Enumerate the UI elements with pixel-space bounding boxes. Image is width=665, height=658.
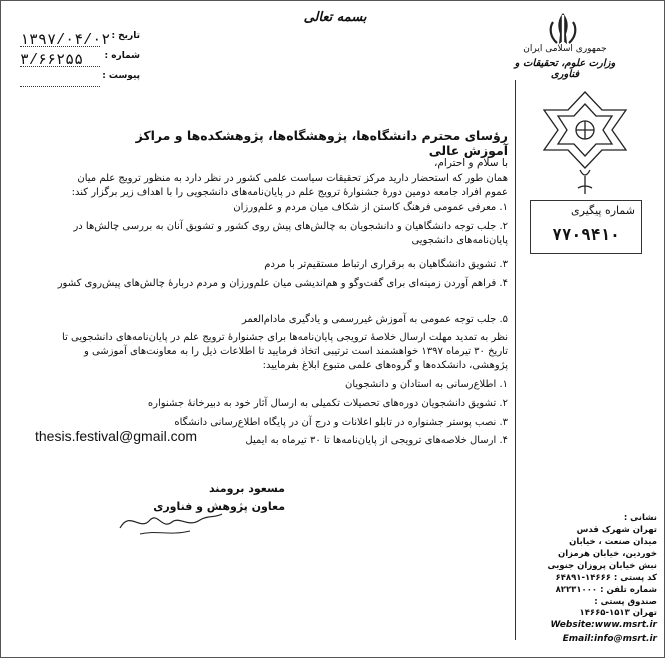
margin-divider	[515, 80, 516, 640]
action-item: ۱. اطلاع‌رسانی به استادان و دانشجویان	[345, 379, 508, 390]
address-line: خوردین، خیابان هرمزان	[557, 549, 657, 559]
signer-title: معاون پژوهش و فناوری	[153, 500, 285, 513]
date-value: ۱۳۹۷/۰۴/۰۲	[20, 32, 111, 49]
goal-item: ۳. تشویق دانشگاهیان به برقراری ارتباط مستقیم‌تر با مردم	[264, 259, 508, 270]
po-box: تهران ۱۵۱۳-۱۴۶۶۵	[579, 608, 657, 618]
bismillah-heading: بسمه تعالی	[303, 10, 367, 25]
tracking-box	[530, 200, 642, 254]
action-item: ۲. تشویق دانشجویان دوره‌های تحصیلات تکمیلی به ارسال آثار خود به دبیرخانهٔ جشنواره	[147, 398, 508, 409]
postal-code: کد پستی : ۱۴۶۶۶-۶۴۸۹۱	[555, 573, 657, 583]
signer-name: مسعود برومند	[208, 482, 285, 495]
attachment-row	[20, 70, 140, 86]
ornament-icon	[540, 88, 630, 198]
action-item: ۳. نصب پوستر جشنواره در تابلو اعلانات و درج آن در پایگاه اطلاع‌رسانی دانشگاه	[174, 417, 508, 428]
ministry-title: وزارت علوم، تحقیقات و فناوری	[514, 58, 616, 80]
goal-item: ۴. فراهم آوردن زمینه‌ای برای گفت‌وگو و هم‌اندیشی میان علم‌ورزان و مردم دربارهٔ چالش‌های پیش‌روی کشور	[57, 278, 508, 289]
address-line: نبش خیابان پروزان جنوبی	[547, 561, 657, 571]
intro-paragraph: همان طور که استحضار دارید مرکز تحقیقات سیاست علمی کشور در نظر دارد به منظور ترویج علم میان عموم افراد جامعه دومین دورهٔ جشنوارهٔ ترویج علم در پایان‌نامه‌های دانشجویی را با اهداف زیر برگزار کند:	[71, 173, 508, 199]
tracking-number: ۷۷۰۹۴۱۰	[552, 225, 620, 244]
number-row	[20, 50, 140, 69]
republic-title: جمهوری اسلامی ایران	[523, 44, 607, 54]
greeting: با سلام و احترام،	[434, 157, 508, 169]
festival-email-link[interactable]: thesis.festival@gmail.com	[35, 428, 198, 444]
handwritten-signature	[110, 500, 230, 540]
date-row	[20, 30, 140, 49]
goal-item: ۱. معرفی عمومی فرهنگ کاستن از شکاف میان مردم و علم‌ورزان	[233, 202, 508, 213]
tracking-label: شماره پیگیری	[571, 204, 635, 217]
iran-emblem-icon	[545, 10, 581, 48]
email-link[interactable]: Email:info@msrt.ir	[562, 634, 657, 644]
phone-number: شماره تلفن : ۸۲۲۳۱۰۰۰	[555, 585, 657, 595]
action-item: ۴. ارسال خلاصه‌های ترویجی از پایان‌نامه‌ها تا ۳۰ تیرماه به ایمیل	[245, 435, 508, 446]
number-label: شماره :	[104, 51, 140, 61]
address-label: نشانی :	[623, 513, 657, 523]
goal-item: ۲. جلب توجه دانشگاهیان و دانشجویان به چالش‌های پیش روی کشور و تشویق آنان به بررسی چالش‌ها در پایان‌نامه‌های دانشجویی	[73, 221, 508, 247]
request-paragraph: نظر به تمدید مهلت ارسال خلاصهٔ ترویجی پایان‌نامه‌ها برای جشنوارهٔ ترویج علم در پایان‌نامه‌های دانشجویی تا تاریخ ۳۰ تیرماه ۱۳۹۷ خواهشمند است ترتیبی اتخاذ فرمایید تا اطلاعات ذیل را به معاونت‌های آموزشی و پژوهشی، دانشکده‌ها و گروه‌های علمی متبوع ابلاغ بفرمایید:	[62, 332, 508, 372]
address-line: تهران شهرک قدس	[576, 525, 657, 535]
recipients-heading: رؤسای محترم دانشگاه‌ها، پژوهشگاه‌ها، پژوهشکده‌ها و مراکز آموزش عالی	[135, 128, 508, 158]
attachment-label: پیوست :	[102, 71, 140, 81]
goal-item: ۵. جلب توجه عمومی به آموزش غیررسمی و یادگیری مادام‌العمر	[241, 314, 508, 325]
number-value: ۳/۶۶۲۵۵	[20, 52, 84, 69]
address-line: میدان صنعت ، خیابان	[569, 537, 657, 547]
po-box-label: صندوق پستی :	[594, 597, 657, 607]
date-label: تاریخ :	[111, 31, 140, 41]
website-link[interactable]: Website:www.msrt.ir	[550, 620, 657, 630]
